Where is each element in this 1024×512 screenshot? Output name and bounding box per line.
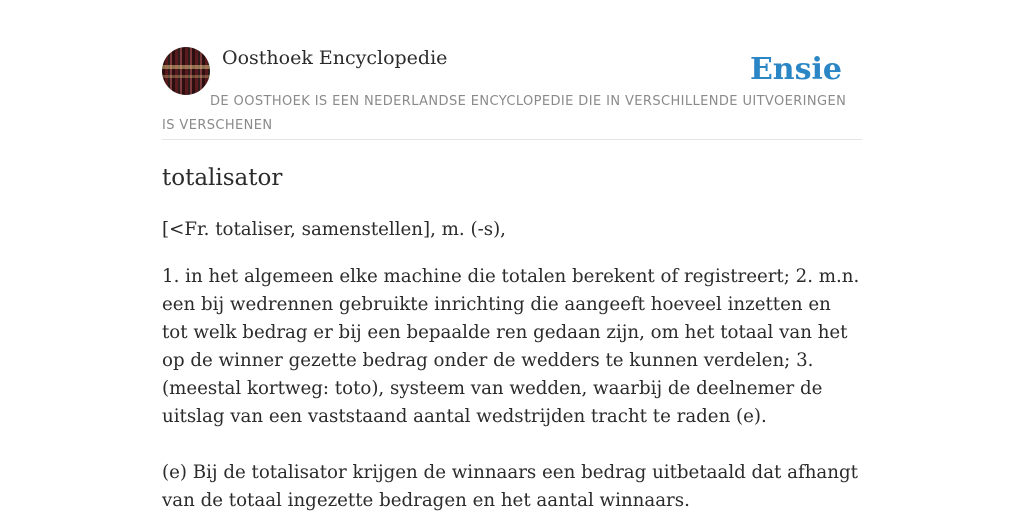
entry-definition: 1. in het algemeen elke machine die totalen berekent of registreert; 2. m.n. een bij wedrennen gebruikte inrichting die aangeeft hoeveel inzetten en tot welk bedrag er bij een bepaalde ren gedaan zijn, om het totaal van het op de winner gezette bedrag onder de wedders te kunnen verdelen; 3. (meestal kortweg: toto), systeem van wedden, waarbij de deelnemer de uitslag van een vaststaand aantal wedstrijden tracht te raden (e). [162,266,860,427]
page-header [162,46,862,140]
entry-etymology: [<Fr. totaliser, samenstellen], m. (-s), [162,219,506,240]
site-tagline: DE OOSTHOEK IS EEN NEDERLANDSE ENCYCLOPEDIE DIE IN VERSCHILLENDE UITVOERINGEN IS VERSCHENEN [162,94,847,133]
entry-headword: totalisator [162,165,283,191]
site-title[interactable]: Oosthoek Encyclopedie [222,47,448,69]
entry-note: (e) Bij de totalisator krijgen de winnaars een bedrag uitbetaald dat afhangt van de totaal ingezette bedragen en het aantal winnaars. [162,462,858,511]
ensie-logo[interactable]: Ensie [749,52,842,87]
encyclopedia-books-icon[interactable] [162,47,210,95]
